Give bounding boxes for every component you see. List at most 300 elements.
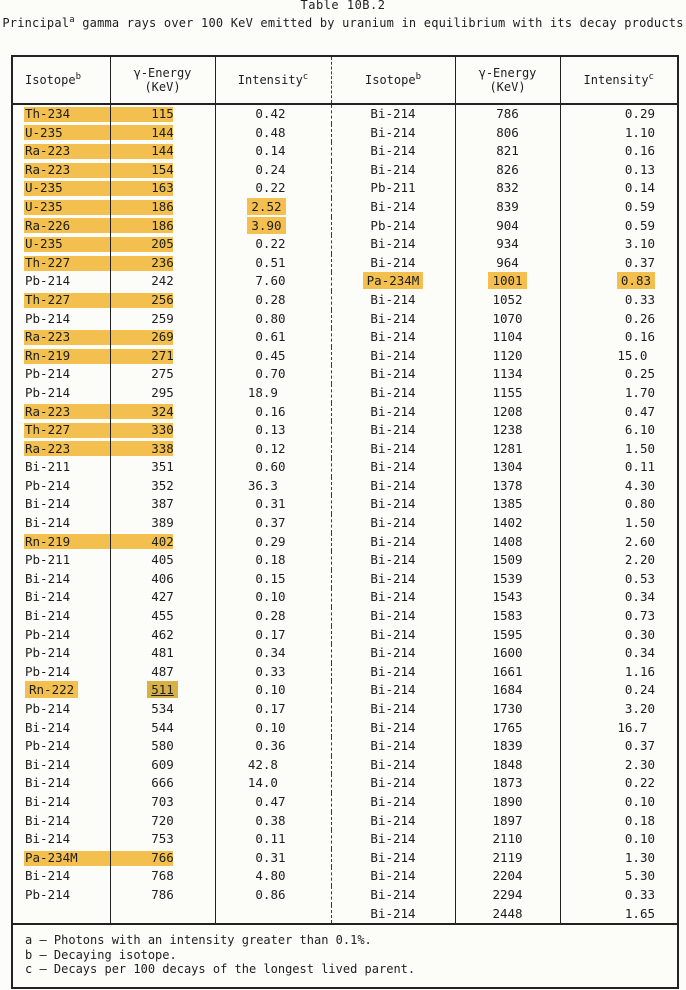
isotope-cell: Bi-214 xyxy=(13,867,110,886)
energy-cell: 1765 xyxy=(455,719,560,738)
energy-cell: 1600 xyxy=(455,644,560,663)
isotope-cell: Bi-214 xyxy=(331,161,455,180)
table-row xyxy=(13,458,677,477)
intensity-cell: 0.61 xyxy=(215,328,331,347)
energy-cell: 766 xyxy=(110,849,215,868)
isotope-cell: Th-227 xyxy=(13,291,110,310)
isotope-cell: Bi-214 xyxy=(331,663,455,682)
column-header-energy-right: γ-Energy (KeV) xyxy=(455,57,560,104)
energy-cell: 1661 xyxy=(455,663,560,682)
table-row xyxy=(13,384,677,403)
table-row xyxy=(13,347,677,366)
energy-cell: 703 xyxy=(110,793,215,812)
intensity-cell: 0.22 xyxy=(624,775,655,791)
isotope-cell: Bi-214 xyxy=(13,830,110,849)
table-row xyxy=(13,905,677,924)
header-footnote-marker-c: c xyxy=(648,72,654,82)
energy-cell: 487 xyxy=(110,663,215,682)
isotope-cell: Bi-214 xyxy=(331,533,455,552)
intensity-cell: 0.38 xyxy=(215,812,331,831)
energy-cell: 821 xyxy=(455,142,560,161)
isotope-cell: Bi-214 xyxy=(331,495,455,514)
isotope-cell: Th-234 xyxy=(13,104,110,124)
isotope-cell: Bi-214 xyxy=(331,142,455,161)
isotope-cell: Bi-214 xyxy=(13,607,110,626)
table-row xyxy=(13,867,677,886)
table-row xyxy=(13,104,677,124)
isotope-cell: Pb-214 xyxy=(13,272,110,291)
intensity-cell: 0.59 xyxy=(624,217,655,233)
column-header-isotope-left: Isotope$^b$ xyxy=(13,57,110,104)
isotope-cell: Pb-214 xyxy=(13,365,110,384)
intensity-cell: 0.22 xyxy=(215,235,331,254)
energy-cell: 205 xyxy=(110,235,215,254)
energy-cell: 271 xyxy=(110,347,215,366)
energy-cell: 609 xyxy=(110,756,215,775)
isotope-cell: Bi-214 xyxy=(331,905,455,924)
isotope-cell: Bi-214 xyxy=(331,681,455,700)
energy-cell: 1378 xyxy=(455,477,560,496)
energy-cell: 295 xyxy=(110,384,215,403)
intensity-cell: 0.29 xyxy=(215,533,331,552)
isotope-cell: Bi-214 xyxy=(331,793,455,812)
table-row xyxy=(13,681,677,700)
isotope-cell: Rn-222 xyxy=(13,681,110,700)
energy-cell: 387 xyxy=(110,495,215,514)
energy-cell: 904 xyxy=(455,217,560,236)
isotope-cell: Bi-214 xyxy=(331,328,455,347)
table-row xyxy=(13,440,677,459)
table-row xyxy=(13,830,677,849)
intensity-cell: 0.37 xyxy=(624,254,655,270)
intensity-cell: 0.48 xyxy=(215,124,331,143)
table-row xyxy=(13,737,677,756)
isotope-cell: Bi-214 xyxy=(331,626,455,645)
energy-cell: 2294 xyxy=(455,886,560,905)
intensity-cell: 0.14 xyxy=(624,180,655,196)
energy-cell: 1408 xyxy=(455,533,560,552)
energy-cell: 1848 xyxy=(455,756,560,775)
isotope-cell: Bi-214 xyxy=(331,756,455,775)
intensity-cell: 15.0 xyxy=(617,347,655,363)
intensity-cell: 0.28 xyxy=(215,291,331,310)
isotope-cell: Ra-223 xyxy=(13,403,110,422)
energy-cell: 115 xyxy=(110,104,215,124)
isotope-cell: Ra-223 xyxy=(13,328,110,347)
isotope-cell: Bi-214 xyxy=(13,514,110,533)
energy-cell: 481 xyxy=(110,644,215,663)
table-row xyxy=(13,719,677,738)
isotope-cell: Bi-214 xyxy=(331,477,455,496)
table-row xyxy=(13,644,677,663)
energy-cell: 534 xyxy=(110,700,215,719)
isotope-cell: Rn-219 xyxy=(13,347,110,366)
intensity-cell: 2.52 xyxy=(215,198,331,217)
table-row xyxy=(13,291,677,310)
energy-cell: 1281 xyxy=(455,440,560,459)
energy-cell: 259 xyxy=(110,310,215,329)
isotope-cell: Pb-214 xyxy=(13,626,110,645)
table-row xyxy=(13,886,677,905)
intensity-cell: 0.13 xyxy=(215,421,331,440)
energy-cell: 2110 xyxy=(455,830,560,849)
intensity-cell: 2.30 xyxy=(624,756,655,772)
table-header-row xyxy=(13,57,677,104)
intensity-cell: 0.17 xyxy=(215,626,331,645)
table-row xyxy=(13,793,677,812)
table-row xyxy=(13,533,677,552)
isotope-cell: Bi-214 xyxy=(331,347,455,366)
isotope-cell: Pb-214 xyxy=(13,477,110,496)
intensity-cell: 16.7 xyxy=(617,719,655,735)
energy-cell: 1873 xyxy=(455,774,560,793)
intensity-cell: 0.22 xyxy=(215,179,331,198)
energy-cell: 324 xyxy=(110,403,215,422)
isotope-cell: Bi-214 xyxy=(331,421,455,440)
page-subtitle xyxy=(0,16,686,30)
isotope-cell: Pb-211 xyxy=(13,551,110,570)
table-row xyxy=(13,421,677,440)
energy-cell: 351 xyxy=(110,458,215,477)
intensity-cell: 0.80 xyxy=(215,310,331,329)
energy-cell: 455 xyxy=(110,607,215,626)
isotope-cell: Bi-214 xyxy=(331,700,455,719)
energy-cell: 934 xyxy=(455,235,560,254)
energy-cell: 1897 xyxy=(455,812,560,831)
table-row xyxy=(13,607,677,626)
energy-cell: 839 xyxy=(455,198,560,217)
table-row xyxy=(13,198,677,217)
energy-cell: 269 xyxy=(110,328,215,347)
intensity-cell: 3.10 xyxy=(624,236,655,252)
table-row xyxy=(13,514,677,533)
table-row xyxy=(13,812,677,831)
intensity-cell: 0.83 xyxy=(560,272,677,291)
energy-cell: 1684 xyxy=(455,681,560,700)
energy-cell: 580 xyxy=(110,737,215,756)
footnote-b: b — Decaying isotope. xyxy=(25,947,177,962)
table-row xyxy=(13,551,677,570)
isotope-cell: Bi-214 xyxy=(331,588,455,607)
intensity-cell: 1.50 xyxy=(624,515,655,531)
intensity-cell: 0.45 xyxy=(215,347,331,366)
table-row xyxy=(13,849,677,868)
intensity-cell: 0.18 xyxy=(624,812,655,828)
intensity-cell: 0.29 xyxy=(624,106,655,121)
isotope-cell: Bi-214 xyxy=(13,719,110,738)
table-row xyxy=(13,403,677,422)
table-row xyxy=(13,663,677,682)
intensity-cell: 0.16 xyxy=(624,143,655,159)
isotope-cell: Bi-214 xyxy=(331,235,455,254)
isotope-cell: Bi-211 xyxy=(13,458,110,477)
energy-cell: 511 xyxy=(110,681,215,700)
table-row xyxy=(13,365,677,384)
intensity-cell: 36.3 xyxy=(215,477,331,496)
intensity-cell: 0.37 xyxy=(624,738,655,754)
energy-cell: 806 xyxy=(455,124,560,143)
energy-cell: 1208 xyxy=(455,403,560,422)
energy-cell: 186 xyxy=(110,217,215,236)
energy-cell: 1304 xyxy=(455,458,560,477)
isotope-cell: Ra-223 xyxy=(13,142,110,161)
isotope-cell: Pb-214 xyxy=(13,384,110,403)
energy-cell: 144 xyxy=(110,124,215,143)
intensity-cell: 0.10 xyxy=(215,719,331,738)
energy-cell: 720 xyxy=(110,812,215,831)
intensity-cell: 0.11 xyxy=(215,830,331,849)
isotope-cell: Pb-214 xyxy=(13,310,110,329)
intensity-cell: 0.25 xyxy=(624,366,655,382)
energy-cell: 186 xyxy=(110,198,215,217)
intensity-cell: 0.10 xyxy=(215,588,331,607)
table-row xyxy=(13,217,677,236)
table-row xyxy=(13,328,677,347)
intensity-cell: 0.24 xyxy=(215,161,331,180)
table-row xyxy=(13,774,677,793)
intensity-cell: 0.31 xyxy=(215,495,331,514)
isotope-cell: Bi-214 xyxy=(331,458,455,477)
energy-cell: 2119 xyxy=(455,849,560,868)
isotope-cell: Bi-214 xyxy=(331,607,455,626)
intensity-cell: 0.14 xyxy=(215,142,331,161)
intensity-cell: 0.86 xyxy=(215,886,331,905)
isotope-cell: Bi-214 xyxy=(331,104,455,124)
intensity-cell: 0.13 xyxy=(624,161,655,177)
isotope-cell: Bi-214 xyxy=(13,793,110,812)
isotope-cell: Ra-223 xyxy=(13,161,110,180)
energy-cell: 786 xyxy=(455,104,560,124)
energy-cell: 1595 xyxy=(455,626,560,645)
table-row xyxy=(13,756,677,775)
energy-cell: 786 xyxy=(110,886,215,905)
subtitle-prefix: Principal xyxy=(2,16,70,30)
energy-cell: 144 xyxy=(110,142,215,161)
energy-cell: 405 xyxy=(110,551,215,570)
isotope-cell: Bi-214 xyxy=(13,570,110,589)
intensity-cell: 0.10 xyxy=(624,831,655,847)
isotope-cell: Bi-214 xyxy=(331,403,455,422)
energy-cell: 154 xyxy=(110,161,215,180)
isotope-cell: Bi-214 xyxy=(331,867,455,886)
energy-cell xyxy=(110,905,215,924)
data-table xyxy=(13,57,677,923)
energy-cell: 1155 xyxy=(455,384,560,403)
isotope-cell: Pb-214 xyxy=(13,644,110,663)
intensity-cell: 1.16 xyxy=(624,663,655,679)
intensity-cell: 0.42 xyxy=(215,104,331,124)
intensity-cell: 0.60 xyxy=(215,458,331,477)
isotope-cell: Bi-214 xyxy=(331,124,455,143)
isotope-cell: Pa-234M xyxy=(331,272,455,291)
table-row xyxy=(13,179,677,198)
intensity-cell: 0.37 xyxy=(215,514,331,533)
energy-cell: 1385 xyxy=(455,495,560,514)
energy-cell: 832 xyxy=(455,179,560,198)
energy-cell: 1839 xyxy=(455,737,560,756)
table-row xyxy=(13,477,677,496)
subtitle-footnote-marker: a xyxy=(69,15,75,25)
isotope-cell: Ra-223 xyxy=(13,440,110,459)
energy-cell: 338 xyxy=(110,440,215,459)
table-body xyxy=(13,104,677,923)
intensity-cell: 0.33 xyxy=(624,886,655,902)
header-footnote-marker-b: b xyxy=(415,72,421,82)
column-header-energy-left: γ-Energy (KeV) xyxy=(110,57,215,104)
energy-cell: 402 xyxy=(110,533,215,552)
energy-cell: 2448 xyxy=(455,905,560,924)
intensity-cell: 2.20 xyxy=(624,552,655,568)
isotope-cell: Pb-214 xyxy=(13,886,110,905)
isotope-cell: Pb-211 xyxy=(331,179,455,198)
energy-cell: 242 xyxy=(110,272,215,291)
intensity-cell: 0.53 xyxy=(624,570,655,586)
intensity-cell: 0.12 xyxy=(215,440,331,459)
energy-cell: 666 xyxy=(110,774,215,793)
table-row xyxy=(13,142,677,161)
table-row xyxy=(13,495,677,514)
energy-cell: 768 xyxy=(110,867,215,886)
intensity-cell: 0.34 xyxy=(624,589,655,605)
energy-cell: 352 xyxy=(110,477,215,496)
table-row xyxy=(13,254,677,273)
isotope-cell: Bi-214 xyxy=(331,384,455,403)
energy-cell: 1134 xyxy=(455,365,560,384)
table-row xyxy=(13,570,677,589)
intensity-cell xyxy=(215,905,331,924)
isotope-cell: Bi-214 xyxy=(331,514,455,533)
isotope-cell: Bi-214 xyxy=(331,719,455,738)
intensity-cell: 0.17 xyxy=(215,700,331,719)
footnote-a: a — Photons with an intensity greater than 0.1%. xyxy=(25,933,372,948)
intensity-cell: 0.80 xyxy=(624,496,655,512)
isotope-cell: Pb-214 xyxy=(13,737,110,756)
intensity-cell: 0.34 xyxy=(215,644,331,663)
header-footnote-marker-b: b xyxy=(75,72,81,82)
intensity-cell: 0.28 xyxy=(215,607,331,626)
footnotes xyxy=(13,923,677,987)
table-row xyxy=(13,310,677,329)
energy-cell: 1052 xyxy=(455,291,560,310)
energy-cell: 275 xyxy=(110,365,215,384)
energy-cell: 753 xyxy=(110,830,215,849)
isotope-cell: U-235 xyxy=(13,124,110,143)
energy-cell: 389 xyxy=(110,514,215,533)
intensity-cell: 4.30 xyxy=(624,477,655,493)
isotope-cell: Bi-214 xyxy=(331,774,455,793)
intensity-cell: 0.70 xyxy=(215,365,331,384)
isotope-cell: Pb-214 xyxy=(331,217,455,236)
isotope-cell: Bi-214 xyxy=(331,737,455,756)
intensity-cell: 14.0 xyxy=(215,774,331,793)
intensity-cell: 4.80 xyxy=(215,867,331,886)
isotope-cell: Bi-214 xyxy=(331,849,455,868)
intensity-cell: 3.20 xyxy=(624,701,655,716)
table-row xyxy=(13,700,677,719)
energy-cell: 330 xyxy=(110,421,215,440)
table-header xyxy=(13,57,677,104)
table-row xyxy=(13,124,677,143)
energy-cell: 1730 xyxy=(455,700,560,719)
footnote-c: c — Decays per 100 decays of the longest lived parent. xyxy=(25,962,416,977)
energy-cell: 964 xyxy=(455,254,560,273)
intensity-cell: 18.9 xyxy=(215,384,331,403)
intensity-cell: 0.73 xyxy=(624,608,655,624)
isotope-cell xyxy=(13,905,110,924)
energy-cell: 1070 xyxy=(455,310,560,329)
isotope-cell: Bi-214 xyxy=(13,774,110,793)
isotope-cell: Bi-214 xyxy=(331,830,455,849)
isotope-cell: Bi-214 xyxy=(331,198,455,217)
isotope-cell: Pa-234M xyxy=(13,849,110,868)
intensity-cell: 0.26 xyxy=(624,310,655,326)
intensity-cell: 0.34 xyxy=(624,645,655,661)
energy-cell: 1543 xyxy=(455,588,560,607)
intensity-cell: 6.10 xyxy=(624,422,655,438)
energy-cell: 427 xyxy=(110,588,215,607)
intensity-cell: 0.31 xyxy=(215,849,331,868)
energy-cell: 544 xyxy=(110,719,215,738)
intensity-cell: 42.8 xyxy=(215,756,331,775)
energy-cell: 1120 xyxy=(455,347,560,366)
isotope-cell: Bi-214 xyxy=(331,551,455,570)
column-header-intensity-right: Intensity$^c$ xyxy=(560,57,677,104)
isotope-cell: Bi-214 xyxy=(331,254,455,273)
intensity-cell: 0.33 xyxy=(624,291,655,307)
isotope-cell: Bi-214 xyxy=(331,886,455,905)
intensity-cell: 3.90 xyxy=(215,217,331,236)
isotope-cell: Bi-214 xyxy=(331,310,455,329)
energy-cell: 256 xyxy=(110,291,215,310)
intensity-cell: 0.51 xyxy=(215,254,331,273)
column-header-intensity-left: Intensity$^c$ xyxy=(215,57,331,104)
intensity-cell: 0.16 xyxy=(624,329,655,345)
intensity-cell: 1.10 xyxy=(624,124,655,140)
intensity-cell: 7.60 xyxy=(215,272,331,291)
intensity-cell: 0.24 xyxy=(624,682,655,698)
energy-cell: 1001 xyxy=(455,272,560,291)
subtitle-rest: gamma rays over 100 KeV emitted by uranium in equilibrium with its decay products xyxy=(74,16,684,30)
isotope-cell: Bi-214 xyxy=(13,812,110,831)
isotope-cell: Bi-214 xyxy=(331,291,455,310)
isotope-cell: Bi-214 xyxy=(331,570,455,589)
energy-cell: 1890 xyxy=(455,793,560,812)
energy-cell: 1104 xyxy=(455,328,560,347)
table-row xyxy=(13,272,677,291)
energy-cell: 1583 xyxy=(455,607,560,626)
isotope-cell: Rn-219 xyxy=(13,533,110,552)
isotope-cell: Bi-214 xyxy=(13,495,110,514)
intensity-cell: 1.70 xyxy=(624,384,655,400)
isotope-cell: Bi-214 xyxy=(331,812,455,831)
table-row xyxy=(13,161,677,180)
intensity-cell: 0.15 xyxy=(215,570,331,589)
energy-cell: 1238 xyxy=(455,421,560,440)
isotope-cell: Th-227 xyxy=(13,254,110,273)
page-title: Table 10B.2 xyxy=(300,0,386,12)
isotope-cell: Bi-214 xyxy=(13,756,110,775)
intensity-cell: 0.30 xyxy=(624,626,655,642)
intensity-cell: 5.30 xyxy=(624,868,655,884)
energy-cell: 1402 xyxy=(455,514,560,533)
energy-cell: 236 xyxy=(110,254,215,273)
intensity-cell: 2.60 xyxy=(624,533,655,549)
intensity-cell: 0.47 xyxy=(624,403,655,419)
intensity-cell: 0.10 xyxy=(215,681,331,700)
isotope-cell: U-235 xyxy=(13,235,110,254)
gamma-ray-table xyxy=(11,55,679,989)
intensity-cell: 0.16 xyxy=(215,403,331,422)
